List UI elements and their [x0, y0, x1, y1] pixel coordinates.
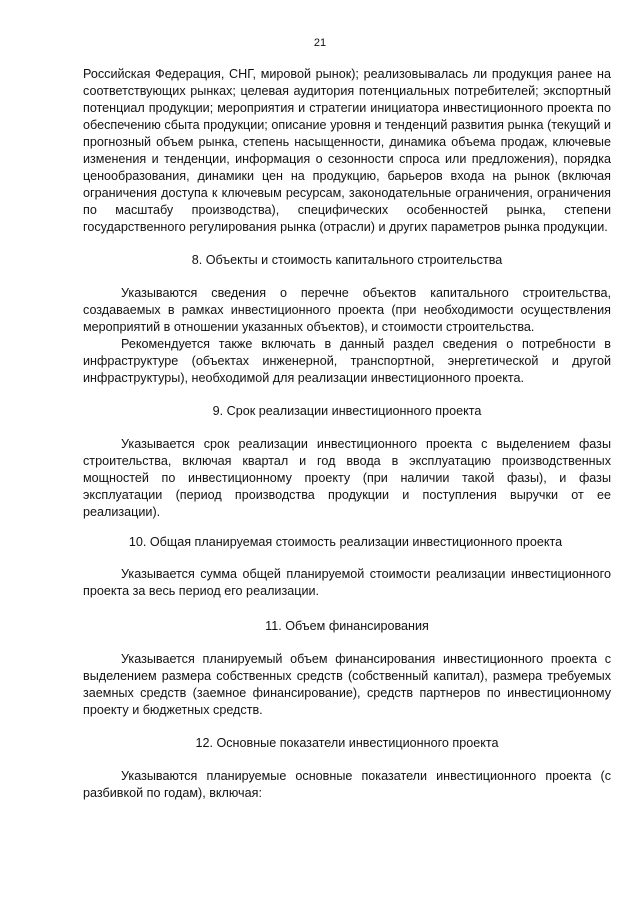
section-12-heading: 12. Основные показатели инвестиционного проекта [195, 736, 499, 750]
section-8-heading: 8. Объекты и стоимость капитального строительства [191, 253, 503, 267]
section-10-heading: 10. Общая планируемая стоимость реализации инвестиционного проекта [128, 535, 563, 549]
intro-paragraph: Российская Федерация, СНГ, мировой рынок); реализовывалась ли продукция ранее на соответствующих рынках; целевая аудитория потенциальных потребителей; экспортный потенциал продукции; мероприятия и стратегии инициатора инвестиционного проекта по обеспечению сбыта продукции; описание уровня и тенденций развития рынка (текущий и прогнозный объем рынка, степень насыщенности, динамика объема продаж, ключевые изменения и тенденции, информация о сезонности спроса или предложения), порядка ценообразования, динамики цен на продукцию, барьеров входа на рынок (включая ограничения доступа к ключевым ресурсам, законодательные ограничения, ограничения по масштабу производства), специфических особенностей рынка, степени государственного регулирования рынка (отрасли) и других параметров рынка продукции. [83, 67, 611, 234]
document-body [83, 66, 611, 802]
section-11-paragraph-1: Указывается планируемый объем финансирования инвестиционного проекта с выделением размера собственных средств (собственный капитал), размера требуемых заемных средств (заемное финансирование), средств партнеров по инвестиционному проекту и бюджетных средств. [83, 652, 611, 717]
section-10-paragraph-1: Указывается сумма общей планируемой стоимости реализации инвестиционного проекта за весь период его реализации. [83, 567, 611, 598]
section-8-paragraph-1: Указываются сведения о перечне объектов капитального строительства, создаваемых в рамках инвестиционного проекта (при необходимости осуществления мероприятий в отношении указанных объектов), и стоимости строительства. [83, 286, 611, 334]
section-12-paragraph-1: Указываются планируемые основные показатели инвестиционного проекта (с разбивкой по годам), включая: [83, 769, 611, 800]
section-8-paragraph-2: Рекомендуется также включать в данный раздел сведения о потребности в инфраструктуре (объектах инженерной, транспортной, энергетической и другой инфраструктуры), необходимой для реализации инвестиционного проекта. [83, 337, 611, 385]
section-9-heading: 9. Срок реализации инвестиционного проекта [212, 404, 482, 418]
section-9-paragraph-1: Указывается срок реализации инвестиционного проекта с выделением фазы строительства, включая квартал и год ввода в эксплуатацию производственных мощностей по инвестиционному проекту (при наличии такой фазы), и фазы эксплуатации (период производства продукции и поступления выручки от ее реализации). [83, 437, 611, 519]
section-11-heading: 11. Объем финансирования [265, 619, 429, 633]
page-number: 21 [313, 37, 327, 49]
